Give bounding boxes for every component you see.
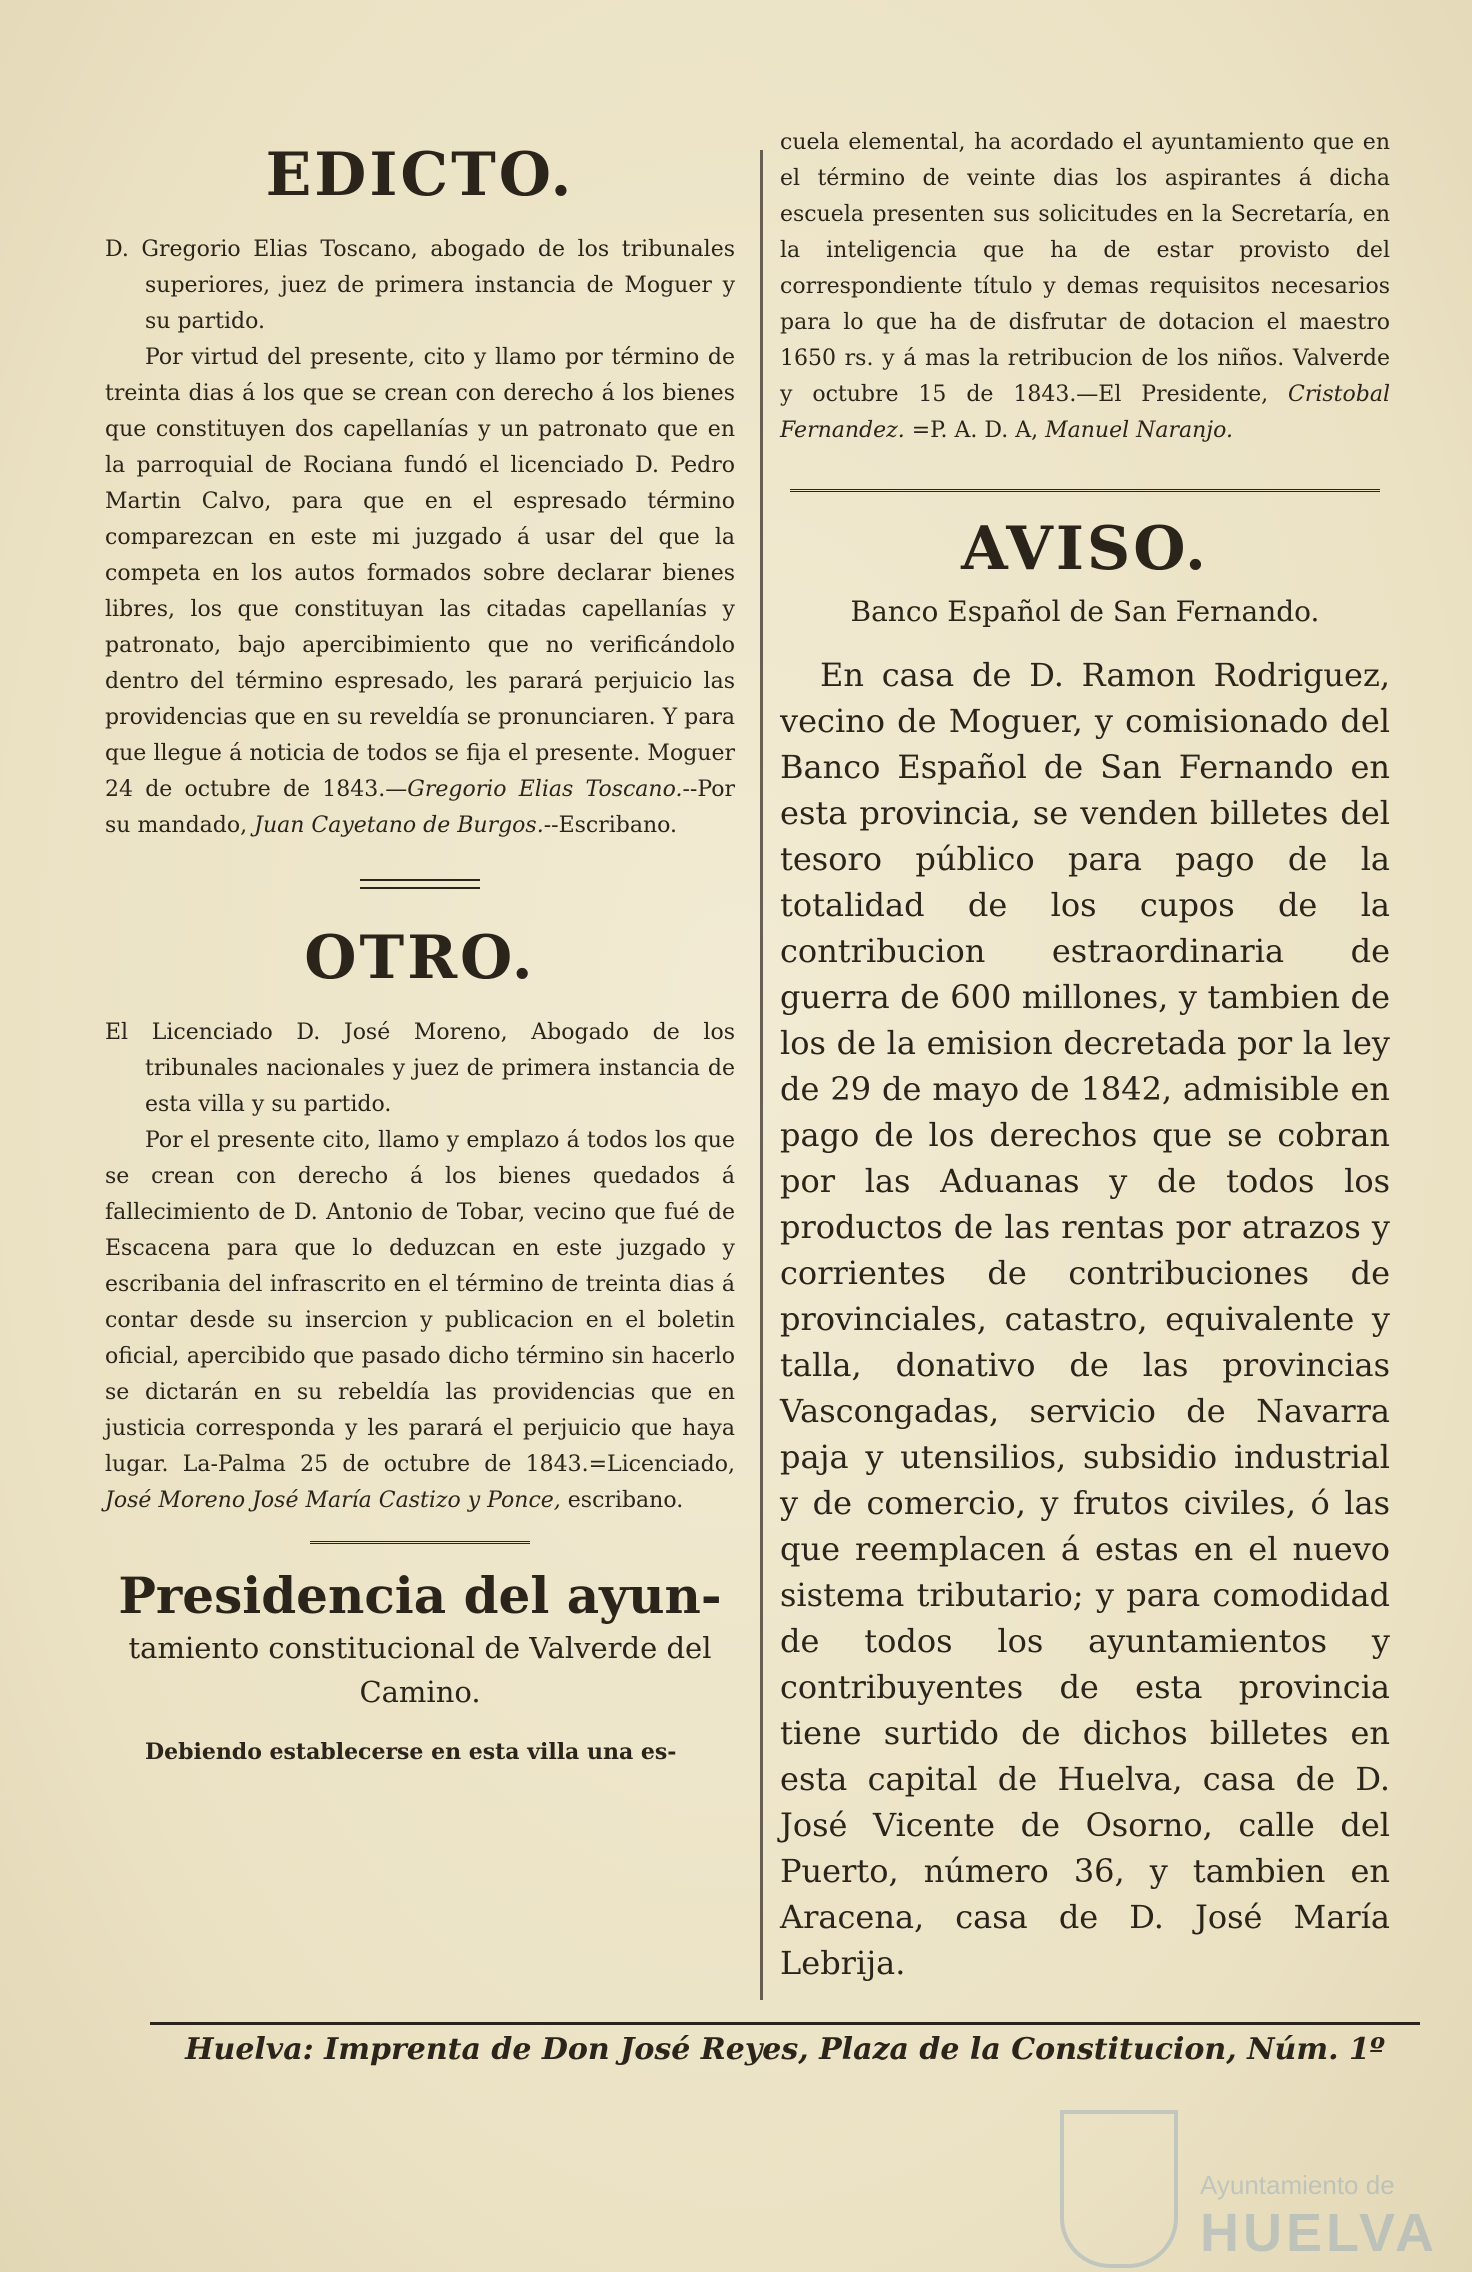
otro-intro: El Licenciado D. José Moreno, Abogado de los tribunales nacionales y juez de primera instancia de esta villa y su partido. xyxy=(105,1020,735,1117)
watermark-line-2: HUELVA xyxy=(1200,2203,1438,2263)
otro-title: OTRO. xyxy=(304,923,536,993)
presidencia-signature-1: Cristobal Fernandez. xyxy=(780,382,1390,443)
presidencia-body-continued: cuela elemental, ha acordado el ayuntamiento que en el término de veinte dias los aspirantes á dicha escuela presenten sus solicitudes en la Secretaría, en la inteligencia que ha de estar provisto del correspondiente título y demas requisitos necesarios para lo que ha de disfrutar de dotacion el maestro 1650 rs. y á mas la retribucion de los niños. Valverde y octubre 15 de 1843.—El Presidente, Cristobal Fernandez. =P. A. D. A, Manuel Naranjo. xyxy=(780,130,1390,443)
aviso-body: En casa de D. Ramon Rodriguez, vecino de Moguer, y comisionado del Banco Español de San Fernando en esta provincia, se venden billetes del tesoro público para pago de la totalidad de los cupos de la contribucion estraordinaria de guerra de 600 millones, y tambien de los de la emision decretada por la ley de 29 de mayo de 1842, admisible en pago de los derechos que se cobran por las Aduanas y de todos los productos de las rentas por atrazos y corrientes de contribuciones de provinciales, catastro, equivalente y talla, donativo de las provincias Vascongadas, servicio de Navarra paja y utensilios, subsidio industrial y de comercio, y frutos civiles, ó las que reemplacen á estas en el nuevo sistema tributario; y para comodidad de todos los ayuntamientos y contribuyentes de esta provincia tiene surtido de dichos billetes en esta capital de Huelva, casa de D. José Vicente de Osorno, calle del Puerto, número 36, y tambien en Aracena, casa de D. José María Lebrija. xyxy=(780,656,1390,1982)
edicto-intro: D. Gregorio Elias Toscano, abogado de los tribunales superiores, juez de primera instancia de Moguer y su partido. xyxy=(105,237,735,334)
edicto-title: EDICTO. xyxy=(265,140,575,210)
footer-rule xyxy=(150,2022,1420,2025)
watermark-line-1: Ayuntamiento de xyxy=(1200,2170,1395,2200)
edicto-signature-2: Juan Cayetano de Burgos. xyxy=(254,813,544,838)
section-rule xyxy=(310,1541,530,1544)
right-column xyxy=(780,125,1390,1986)
presidencia-title: Presidencia del ayun- xyxy=(118,1566,722,1625)
edicto-body: Por virtud del presente, cito y llamo por término de treinta dias á los que se crean con derecho á los bienes que constituyen dos capellanías y un patronato que en la parroquial de Rociana fundó el licenciado D. Pedro Martin Calvo, para que en el espresado término comparezcan en este mi juzgado á usar del que la competa en los autos formados sobre declarar bienes libres, los que constituyan las citadas capellanías y patronato, bajo apercibimiento que no verificándolo dentro del término espresado, les parará perjuicio las providencias que en su reveldía se pronunciaren. Y para que llegue á noticia de todos se fija el presente. Moguer 24 de octubre de 1843.—Gregorio Elias Toscano.--Por su mandado, Juan Cayetano de Burgos.--Escribano. xyxy=(105,345,735,838)
section-ornament xyxy=(105,874,735,893)
aviso-subtitle: Banco Español de San Fernando. xyxy=(850,595,1320,628)
section-rule-right xyxy=(790,489,1380,492)
otro-signature-1: José Moreno xyxy=(105,1488,246,1513)
presidencia-body-start: Debiendo establecerse en esta villa una es- xyxy=(145,1739,677,1765)
presidencia-subtitle: tamiento constitucional de Valverde del Camino. xyxy=(128,1631,712,1709)
aviso-title: AVISO. xyxy=(961,514,1209,584)
coat-of-arms-icon xyxy=(1060,2110,1178,2268)
left-column xyxy=(105,140,735,1770)
otro-signature-2: José María Castizo y Ponce, xyxy=(252,1488,561,1513)
watermark xyxy=(1060,2110,1438,2263)
otro-body: Por el presente cito, llamo y emplazo á todos los que se crean con derecho á los bienes quedados á fallecimiento de D. Antonio de Tobar, vecino que fué de Escacena para que lo deduzcan en este juzgado y escribania del infrascrito en el término de treinta dias á contar desde su insercion y publicacion en el boletin oficial, apercibido que pasado dicho término sin hacerlo se dictarán en su rebeldía las providencias que en justicia corresponda y les parará el perjuicio que haya lugar. La-Palma 25 de octubre de 1843.=Licenciado, José Moreno José María Castizo y Ponce, escribano. xyxy=(105,1128,735,1513)
column-divider xyxy=(760,150,763,2000)
presidencia-signature-2: Manuel Naranjo. xyxy=(1045,418,1233,443)
edicto-signature-1: Gregorio Elias Toscano. xyxy=(407,777,683,802)
imprint-footer: Huelva: Imprenta de Don José Reyes, Plaza de la Constitucion, Núm. 1º xyxy=(185,2032,1385,2067)
